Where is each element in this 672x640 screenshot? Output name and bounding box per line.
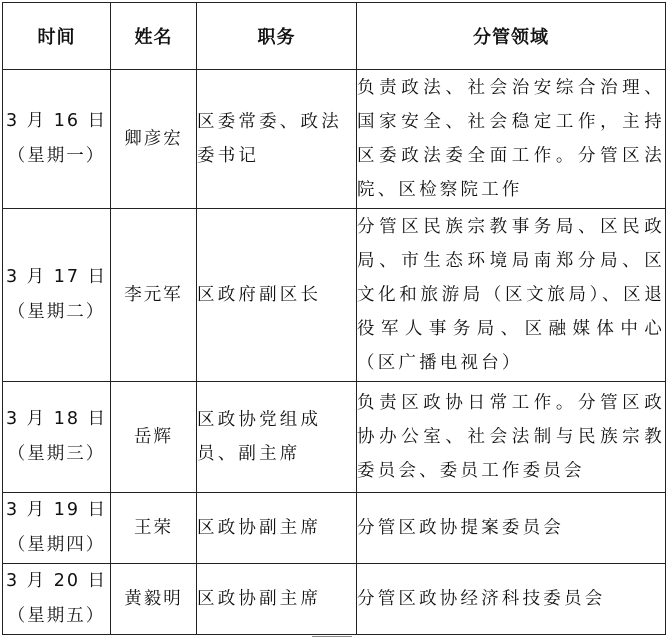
weekday-text: （星期一） <box>7 146 106 166</box>
date-text: 3 月 18 日 <box>5 409 108 429</box>
post-text: 区政协副主席 <box>197 518 322 538</box>
header-area: 分管领域 <box>357 3 666 70</box>
date-cell <box>3 70 111 209</box>
post-text: 区政协副主席 <box>197 589 322 609</box>
area-text: 负责区政协日常工作。分管区政协办公室、社会法制与民族宗教委员会、委员工作委员会 <box>357 393 665 481</box>
post-cell <box>197 382 357 493</box>
date-cell <box>3 564 111 635</box>
post-cell <box>197 493 357 564</box>
name-cell: 黄毅明 <box>111 564 197 635</box>
date-text: 3 月 16 日 <box>5 111 108 131</box>
weekday-text: （星期五） <box>7 606 106 626</box>
area-text: 分管区政协经济科技委员会 <box>357 589 606 609</box>
date-text: 3 月 19 日 <box>5 500 108 520</box>
post-cell <box>197 70 357 209</box>
table-row <box>3 209 666 382</box>
area-cell <box>357 209 666 382</box>
header-date: 时间 <box>3 3 111 70</box>
weekday-text: （星期三） <box>7 444 106 464</box>
header-row <box>3 3 666 70</box>
weekday-text: （星期四） <box>7 535 106 555</box>
post-cell <box>197 209 357 382</box>
area-cell <box>357 493 666 564</box>
date-text: 3 月 17 日 <box>5 267 108 287</box>
area-text: 分管区政协提案委员会 <box>357 518 564 538</box>
post-text: 区政协党组成员、副主席 <box>197 410 322 464</box>
schedule-table <box>2 2 666 635</box>
header-post: 职务 <box>197 3 357 70</box>
area-cell <box>357 564 666 635</box>
name-cell: 岳辉 <box>111 382 197 493</box>
area-cell <box>357 70 666 209</box>
date-cell <box>3 209 111 382</box>
page-bottom-mark <box>312 636 352 637</box>
post-cell <box>197 564 357 635</box>
table-row <box>3 382 666 493</box>
table-row <box>3 70 666 209</box>
area-cell <box>357 382 666 493</box>
table-row <box>3 564 666 635</box>
name-cell: 王荣 <box>111 493 197 564</box>
area-text: 分管区民族宗教事务局、区民政局、市生态环境局南郑分局、区文化和旅游局（区文旅局）、区退役军人事务局、区融媒体中心（区广播电视台） <box>357 217 665 373</box>
post-text: 区政府副区长 <box>197 285 322 305</box>
date-cell <box>3 382 111 493</box>
name-cell: 卿彦宏 <box>111 70 197 209</box>
date-text: 3 月 20 日 <box>5 571 108 591</box>
post-text: 区委常委、政法委书记 <box>197 112 342 166</box>
name-cell: 李元军 <box>111 209 197 382</box>
header-name: 姓名 <box>111 3 197 70</box>
table-row <box>3 493 666 564</box>
weekday-text: （星期二） <box>7 302 106 322</box>
area-text: 负责政法、社会治安综合治理、国家安全、社会稳定工作，主持区委政法委全面工作。分管区法院、区检察院工作 <box>357 78 665 200</box>
date-cell <box>3 493 111 564</box>
